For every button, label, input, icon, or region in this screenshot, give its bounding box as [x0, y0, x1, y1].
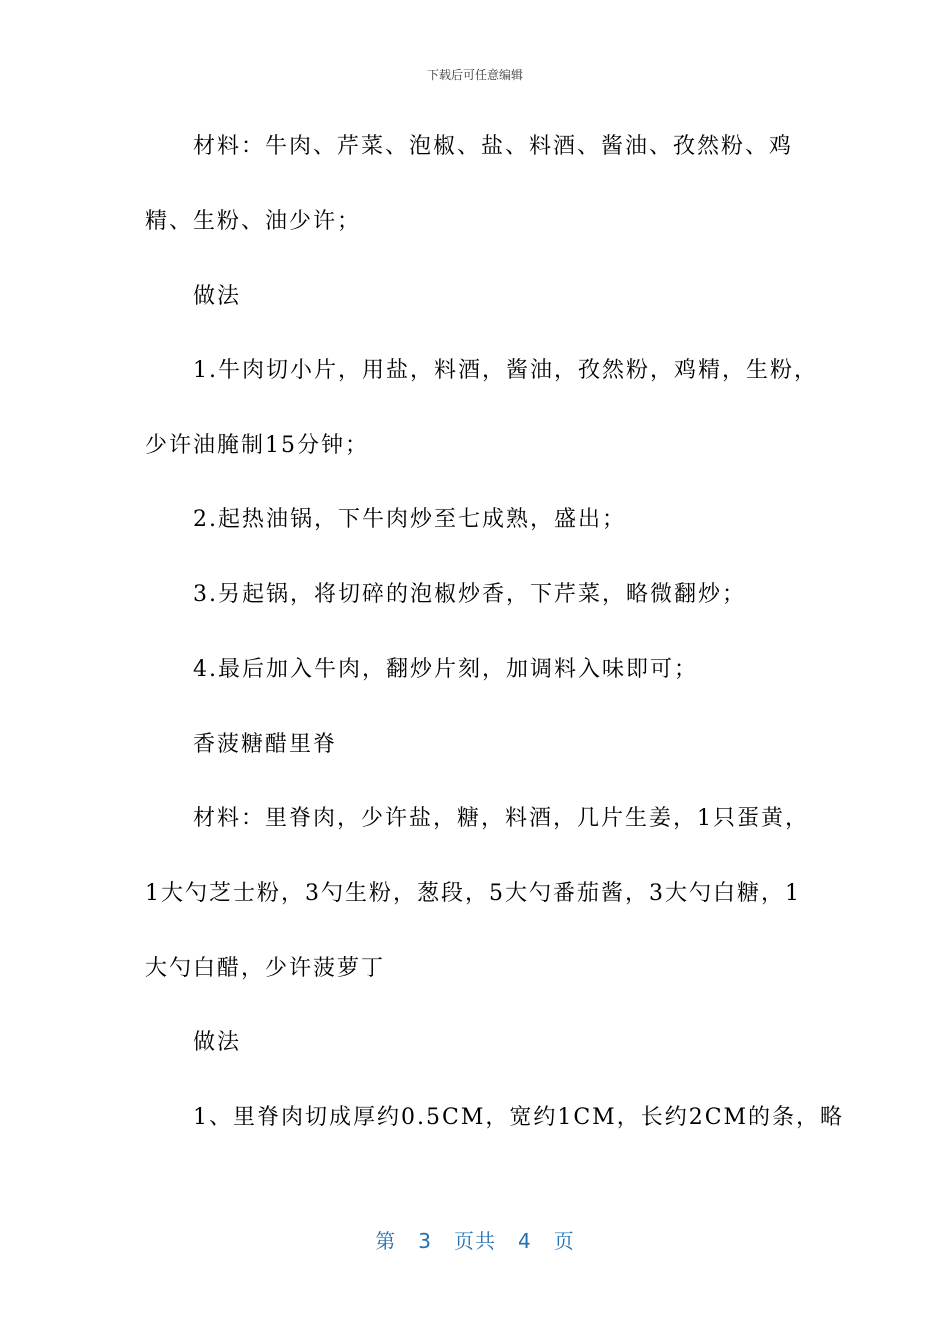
section-heading: 做法: [193, 284, 242, 309]
paragraph-line: 大勺白醋，少许菠萝丁: [145, 956, 386, 981]
page-header: 下载后可任意编辑: [426, 68, 523, 82]
paragraph-line: 1、里脊肉切成厚约0.5CM，宽约1CM，长约2CM的条，略: [193, 1105, 845, 1130]
recipe-title: 香菠糖醋里脊: [193, 732, 338, 757]
page-label-middle: 页共: [454, 1229, 496, 1253]
paragraph-line: 1大勺芝士粉，3勺生粉，葱段，5大勺番茄酱，3大勺白糖，1: [145, 881, 801, 906]
page-label-prefix: 第: [375, 1229, 397, 1253]
paragraph-line: 材料：里脊肉，少许盐，糖，料酒，几片生姜，1只蛋黄，: [193, 806, 809, 831]
paragraph-line: 2.起热油锅，下牛肉炒至七成熟，盛出；: [193, 507, 626, 532]
total-page-number: 4: [518, 1229, 532, 1253]
paragraph-line: 材料：牛肉、芹菜、泡椒、盐、料酒、酱油、孜然粉、鸡: [193, 134, 794, 159]
paragraph-line: 1.牛肉切小片，用盐，料酒，酱油，孜然粉，鸡精，生粉，: [193, 358, 818, 383]
page-label-suffix: 页: [553, 1229, 575, 1253]
paragraph-line: 少许油腌制15分钟；: [145, 433, 369, 458]
section-heading: 做法: [193, 1030, 242, 1055]
page-footer: [0, 1225, 950, 1254]
paragraph-line: 精、生粉、油少许；: [145, 209, 362, 234]
current-page-number: 3: [418, 1229, 432, 1253]
paragraph-line: 4.最后加入牛肉，翻炒片刻，加调料入味即可；: [193, 657, 698, 682]
paragraph-line: 3.另起锅，将切碎的泡椒炒香，下芹菜，略微翻炒；: [193, 582, 746, 607]
